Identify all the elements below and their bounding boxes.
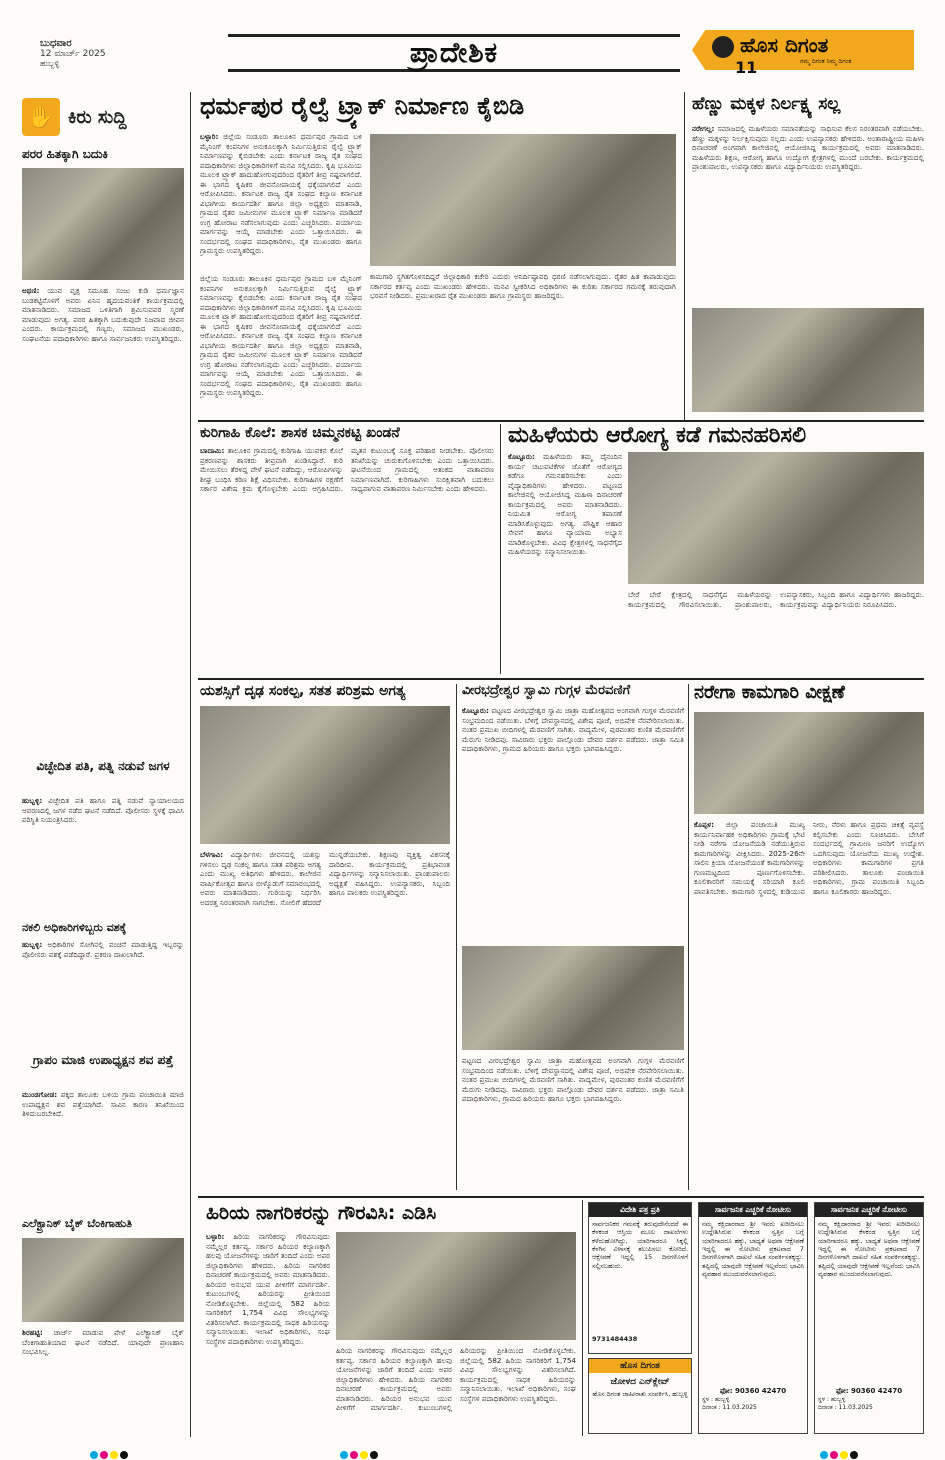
- lead-photo: [370, 134, 676, 266]
- brief5-title: ಎಲೆಕ್ಟ್ರಾನಿಕ್ ಬೈಕ್ ಬೆಂಕಿಗಾಹುತಿ: [22, 1217, 132, 1230]
- success-text: ವಿದ್ಯಾರ್ಥಿಗಳು ಜೀವನದಲ್ಲಿ ಯಶಸ್ಸು ಗಳಿಸಲು ದೃಢ ಸಂಕಲ್ಪ ಹಾಗೂ ಸತತ ಪರಿಶ್ರಮ ಅಗತ್ಯ ಎಂದು ಮುಖ್ಯ ಅತಿಥಿಗಳು ಹೇಳಿದರು. ಕಾಲೇಜಿನ ವಾರ್ಷಿಕೋತ್ಸವ ಹಾಗೂ ಬೀಳ್ಕೊಡುಗೆ ಸಮಾರಂಭದಲ್ಲಿ ಅವರು ಮಾತನಾಡಿದರು. ಗುರಿಯನ್ನು ನಿರ್ಧರಿಸಿ ಅದರತ್ತ ನಿರಂತರವಾಗಿ ಸಾಗಬೇಕು. ಸೋಲಿಗೆ ಹೆದರದೆ ಮುನ್ನಡೆಯಬೇಕು. ಶಿಕ್ಷಣವು ವ್ಯಕ್ತಿತ್ವ ವಿಕಸನಕ್ಕೆ ದಾರಿದೀಪ. ಕಾರ್ಯಕ್ರಮದಲ್ಲಿ ಪ್ರತಿಭಾವಂತ ವಿದ್ಯಾರ್ಥಿಗಳನ್ನು ಸನ್ಮಾನಿಸಲಾಯಿತು. ಪ್ರಾಂಶುಪಾಲರು ಅಧ್ಯಕ್ಷತೆ ವಹಿಸಿದ್ದರು. ಉಪನ್ಯಾಸಕರು, ಸಿಬ್ಬಂದಿ ಹಾಗೂ ಪಾಲಕರು ಉಪಸ್ಥಿತರಿದ್ದರು.: [200, 850, 450, 907]
- kurigahi-divider: [500, 424, 501, 674]
- sidebar: [22, 92, 184, 1437]
- brief1-photo: [22, 168, 184, 280]
- procession-divider: [688, 684, 689, 1190]
- lead-dateline: ಬಳ್ಳಾರಿ:: [200, 132, 219, 141]
- notice1-title: ಸಾರ್ವಜನಿಕ ಎಚ್ಚರಿಕೆ ನೋಟೀಸು: [699, 1203, 807, 1217]
- kurigahi-title: ಕುರಿಗಾಹಿ ಕೊಲೆ: ಶಾಸಕ ಚಿಮ್ಮನಕಟ್ಟಿ ಖಂಡನೆ: [200, 425, 400, 441]
- masthead: [0, 0, 945, 88]
- lead-text: ಜಿಲ್ಲೆಯ ಸಂಡೂರು ತಾಲೂಕಿನ ಧರ್ಮಪುರ ಗ್ರಾಮದ ಬಳಿ ಮೈನಿಂಗ್ ಕಂಪನಿಗಳ ಅನುಕೂಲಕ್ಕಾಗಿ ನಿರ್ಮಿಸುತ್ತಿರುವ ರೈಲ್ವೆ ಟ್ರ್ಯಾಕ್ ನಿರ್ಮಾಣವನ್ನು ಕೈಬಿಡಬೇಕು ಎಂದು ಕರ್ನಾಟಕ ರಾಜ್ಯ ರೈತ ಸಂಘದ ಪದಾಧಿಕಾರಿಗಳು ಜಿಲ್ಲಾಧಿಕಾರಿಗಳಿಗೆ ಮನವಿ ಸಲ್ಲಿಸಿದರು. ಕೃಷಿ ಭೂಮಿಯ ಮೂಲಕ ಟ್ರ್ಯಾಕ್ ಹಾದುಹೋಗುವುದರಿಂದ ರೈತರಿಗೆ ತೀವ್ರ ನಷ್ಟವಾಗಲಿದೆ. ಈ ಭಾಗದ ಕೃಷಿಕರ ಜೀವನೋಪಾಯಕ್ಕೆ ಧಕ್ಕೆಯಾಗಲಿದೆ ಎಂದು ಆರೋಪಿಸಿದರು. ಕರ್ನಾಟಕ ರಾಜ್ಯ ರೈತ ಸಂಘದ ಕಲ್ಯಾಣ ಕರ್ನಾಟಕ ವಿಭಾಗೀಯ ಕಾರ್ಯದರ್ಶಿ ಹಾಗೂ ಜಿಲ್ಲಾ ಅಧ್ಯಕ್ಷರು ಮಾತನಾಡಿ, ಗ್ರಾಮದ ರೈತರ ಜಮೀನುಗಳ ಮೂಲಕ ಟ್ರ್ಯಾಕ್ ನಿರ್ಮಾಣ ಮಾಡಿದರೆ ಉಗ್ರ ಹೋರಾಟ ನಡೆಸಲಾಗುವುದು ಎಂದು ಎಚ್ಚರಿಸಿದರು. ಪರ್ಯಾಯ ಮಾರ್ಗವನ್ನು ಆಯ್ಕೆ ಮಾಡಬೇಕು ಎಂದು ಒತ್ತಾಯಿಸಿದರು. ಈ ಸಂದರ್ಭದಲ್ಲಿ ಸಂಘದ ಪದಾಧಿಕಾರಿಗಳು, ರೈತ ಮುಖಂಡರು ಹಾಗೂ ಗ್ರಾಮಸ್ಥರು ಉಪಸ್ಥಿತರಿದ್ದರು.: [200, 132, 362, 255]
- notice2-phone: ಫೋ: 90360 42470: [835, 1387, 903, 1395]
- procession-photo: [462, 946, 684, 1050]
- ad-lost-document: [588, 1202, 692, 1354]
- kiru-suddi-header: [22, 92, 184, 142]
- brief5-dateline: ಶಿರಹಟ್ಟಿ:: [22, 1328, 43, 1337]
- ad1-title: ವಿದೇಶಿ ಪತ್ರ ಪ್ರತಿ: [589, 1203, 691, 1217]
- page-number: 11: [735, 58, 758, 77]
- brief3-text: ಅಧಿಕಾರಿಗಳ ಸೋಗಿನಲ್ಲಿ ವಂಚನೆ ಮಾಡುತ್ತಿದ್ದ ಇಬ್ಬರನ್ನು ಪೊಲೀಸರು ವಶಕ್ಕೆ ಪಡೆದಿದ್ದಾರೆ. ಪ್ರಕರಣ ದಾಖಲಾಗಿದೆ.: [22, 940, 184, 959]
- women-neglect-photo: [692, 308, 924, 412]
- lead-text2: ಕಾಮಗಾರಿ ಸ್ಥಗಿತಗೊಳಿಸದಿದ್ದರೆ ಜಿಲ್ಲಾಧಿಕಾರಿ ಕಚೇರಿ ಎದುರು ಅನಿರ್ದಿಷ್ಟಾವಧಿ ಧರಣಿ ನಡೆಸಲಾಗುವುದು. ರೈತರ ಹಿತ ಕಾಪಾಡುವುದು ಸರ್ಕಾರದ ಕರ್ತವ್ಯ ಎಂದು ಮುಖಂಡರು ಹೇಳಿದರು. ಮನವಿ ಸ್ವೀಕರಿಸಿದ ಅಧಿಕಾರಿಗಳು ಈ ಕುರಿತು ಸರ್ಕಾರದ ಗಮನಕ್ಕೆ ತರುವುದಾಗಿ ಭರವಸೆ ನೀಡಿದರು. ಪ್ರಮುಖರಾದ ರೈತ ಮುಖಂಡರು ಹಾಗೂ ಗ್ರಾಮಸ್ಥರು ಹಾಜರಿದ್ದರು.: [370, 272, 676, 300]
- procession-body2: [462, 1056, 684, 1190]
- brief1-body: [22, 286, 184, 756]
- elders-text: ಹಿರಿಯ ನಾಗರಿಕರನ್ನು ಗೌರವಿಸುವುದು ನಮ್ಮೆಲ್ಲರ ಕರ್ತವ್ಯ. ಸರ್ಕಾರ ಹಿರಿಯರ ಕಲ್ಯಾಣಕ್ಕಾಗಿ ಹಲವು ಯೋಜನೆಗಳನ್ನು ಜಾರಿಗೆ ತಂದಿದೆ ಎಂದು ಅಪರ ಜಿಲ್ಲಾಧಿಕಾರಿಗಳು ಹೇಳಿದರು. ಹಿರಿಯ ನಾಗರಿಕರ ದಿನಾಚರಣೆ ಕಾರ್ಯಕ್ರಮದಲ್ಲಿ ಅವರು ಮಾತನಾಡಿದರು. ಹಿರಿಯರ ಅನುಭವ ಯುವ ಪೀಳಿಗೆಗೆ ಮಾರ್ಗದರ್ಶಿ. ಕುಟುಂಬಗಳಲ್ಲಿ ಹಿರಿಯರನ್ನು ಪ್ರೀತಿಯಿಂದ ನೋಡಿಕೊಳ್ಳಬೇಕು. ಜಿಲ್ಲೆಯಲ್ಲಿ 582 ಹಿರಿಯ ನಾಗರಿಕರಿಗೆ 1,754 ವಿವಿಧ ಸೌಲಭ್ಯಗಳನ್ನು ವಿತರಿಸಲಾಗಿದೆ. ಕಾರ್ಯಕ್ರಮದಲ್ಲಿ ಸಾಧಕ ಹಿರಿಯರನ್ನು ಸನ್ಮಾನಿಸಲಾಯಿತು. ಇಲಾಖೆ ಅಧಿಕಾರಿಗಳು, ಸಂಘ ಸಂಸ್ಥೆಗಳ ಪದಾಧಿಕಾರಿಗಳು ಉಪಸ್ಥಿತರಿದ್ದರು.: [206, 1232, 330, 1346]
- elders-dateline: ಬಳ್ಳಾರಿ:: [206, 1232, 225, 1241]
- women-neglect-body: [692, 124, 924, 304]
- ad1-body: ಸಾರ್ವಜನಿಕರ ಗಮನಕ್ಕೆ ತರುವುದೇನೆಂದರೆ ಈ ಕೆಳಕಂಡ ಆಸ್ತಿಯ ಮೂಲ ದಾಖಲೆಗಳು ಕಳೆದುಹೋಗಿದ್ದು, ಯಾರಿಗಾದರೂ ಸಿಕ್ಕಲ್ಲಿ ಕೆಳಗಿನ ವಿಳಾಸಕ್ಕೆ ತಲುಪಿಸಲು ಕೋರಿದೆ. ಆಕ್ಷೇಪಣೆ ಇದ್ದಲ್ಲಿ 15 ದಿನಗಳೊಳಗೆ ಸಲ್ಲಿಸಬಹುದು.: [592, 1220, 688, 1270]
- elders-title: ಹಿರಿಯ ನಾಗರಿಕರನ್ನು ಗೌರವಿಸಿ: ಎಡಿಸಿ: [206, 1202, 437, 1224]
- notice-1: [698, 1202, 808, 1434]
- notice1-date: ದಿನಾಂಕ : 11.03.2025: [702, 1404, 757, 1411]
- brand-logo-icon: [712, 36, 734, 58]
- health-body: [508, 452, 622, 672]
- women-neglect-title: ಹೆಣ್ಣು ಮಕ್ಕಳ ನಿರ್ಲಕ್ಷ್ಯ ಸಲ್ಲ: [692, 94, 841, 114]
- health-body2: [628, 590, 924, 672]
- nrega-body: [694, 820, 924, 1190]
- elders-text-cont: ಹಿರಿಯ ನಾಗರಿಕರನ್ನು ಗೌರವಿಸುವುದು ನಮ್ಮೆಲ್ಲರ ಕರ್ತವ್ಯ. ಸರ್ಕಾರ ಹಿರಿಯರ ಕಲ್ಯಾಣಕ್ಕಾಗಿ ಹಲವು ಯೋಜನೆಗಳನ್ನು ಜಾರಿಗೆ ತಂದಿದೆ ಎಂದು ಅಪರ ಜಿಲ್ಲಾಧಿಕಾರಿಗಳು ಹೇಳಿದರು. ಹಿರಿಯ ನಾಗರಿಕರ ದಿನಾಚರಣೆ ಕಾರ್ಯಕ್ರಮದಲ್ಲಿ ಅವರು ಮಾತನಾಡಿದರು. ಹಿರಿಯರ ಅನುಭವ ಯುವ ಪೀಳಿಗೆಗೆ ಮಾರ್ಗದರ್ಶಿ. ಕುಟುಂಬಗಳಲ್ಲಿ ಹಿರಿಯರನ್ನು ಪ್ರೀತಿಯಿಂದ ನೋಡಿಕೊಳ್ಳಬೇಕು. ಜಿಲ್ಲೆಯಲ್ಲಿ 582 ಹಿರಿಯ ನಾಗರಿಕರಿಗೆ 1,754 ವಿವಿಧ ಸೌಲಭ್ಯಗಳನ್ನು ವಿತರಿಸಲಾಗಿದೆ. ಕಾರ್ಯಕ್ರಮದಲ್ಲಿ ಸಾಧಕ ಹಿರಿಯರನ್ನು ಸನ್ಮಾನಿಸಲಾಯಿತು. ಇಲಾಖೆ ಅಧಿಕಾರಿಗಳು, ಸಂಘ ಸಂಸ್ಥೆಗಳ ಪದಾಧಿಕಾರಿಗಳು ಉಪಸ್ಥಿತರಿದ್ದರು.: [336, 1346, 576, 1412]
- lead-title: ಧರ್ಮಪುರ ರೈಲ್ವೆ ಟ್ರ್ಯಾಕ್ ನಿರ್ಮಾಣ ಕೈಬಿಡಿ: [200, 92, 525, 120]
- ad2-body: ಹೊಸ ದಿಗಂತ ಜಾಹೀರಾತು ಸಂಪರ್ಕಿಸಿ, ಹುಬ್ಬಳ್ಳಿ: [592, 1390, 688, 1398]
- notice2-place: ಸ್ಥಳ : ಹುಬ್ಬಳ್ಳಿ: [818, 1396, 846, 1403]
- lead-body-col2: [200, 274, 362, 410]
- brief4-body: [22, 1090, 184, 1214]
- ad1-phone: 9731484438: [592, 1335, 638, 1343]
- notice1-place: ಸ್ಥಳ : ಹುಬ್ಬಳ್ಳಿ: [702, 1396, 730, 1403]
- brief3-title: ನಕಲಿ ಅಧಿಕಾರಿಗಳಿಬ್ಬರು ವಶಕ್ಕೆ: [22, 921, 127, 934]
- registration-dots-left: [90, 1444, 130, 1460]
- notice1-phone: ಫೋ: 90360 42470: [719, 1387, 787, 1395]
- lead-right-divider: [684, 92, 685, 420]
- notice2-date: ದಿನಾಂಕ : 11.03.2025: [818, 1404, 873, 1411]
- procession-title: ವೀರಭದ್ರೇಶ್ವರ ಸ್ವಾಮಿ ಗುಗ್ಗಳ ಮೆರವಣಿಗೆ: [462, 683, 631, 698]
- success-body: [200, 850, 450, 1190]
- ad-enclave: [588, 1358, 692, 1434]
- issue-day: ಬುಧವಾರ: [40, 38, 72, 49]
- brief4-dateline: ಮುಂಡಗೋಡ:: [22, 1090, 58, 1099]
- procession-text2: ಪಟ್ಟಣದ ವೀರಭದ್ರೇಶ್ವರ ಸ್ವಾಮಿ ಜಾತ್ರಾ ಮಹೋತ್ಸವದ ಅಂಗವಾಗಿ ಗುಗ್ಗಳ ಮೆರವಣಿಗೆ ಸಂಭ್ರಮದಿಂದ ನಡೆಯಿತು. ಬೆಳಿಗ್ಗೆ ದೇವಸ್ಥಾನದಲ್ಲಿ ವಿಶೇಷ ಪೂಜೆ, ಅಭಿಷೇಕ ನೆರವೇರಿಸಲಾಯಿತು. ನಂತರ ಪ್ರಮುಖ ಬೀದಿಗಳಲ್ಲಿ ಮೆರವಣಿಗೆ ಸಾಗಿತು. ವಾದ್ಯಮೇಳ, ಪುರವಂತರ ಕುಣಿತ ಮೆರವಣಿಗೆಗೆ ಮೆರುಗು ನೀಡಿದವು. ಸಾವಿರಾರು ಭಕ್ತರು ಪಾಲ್ಗೊಂಡು ದೇವರ ದರ್ಶನ ಪಡೆದರು. ಜಾತ್ರಾ ಸಮಿತಿ ಪದಾಧಿಕಾರಿಗಳು, ಗ್ರಾಮದ ಹಿರಿಯರು ಹಾಗೂ ಭಕ್ತರು ಭಾಗವಹಿಸಿದ್ದರು.: [462, 1056, 684, 1103]
- procession-dateline: ಕೊಟ್ಟೂರು:: [462, 706, 489, 715]
- hand-icon: ✋: [22, 98, 60, 136]
- row2-divider: [198, 678, 924, 680]
- procession-body: [462, 706, 684, 942]
- issue-city: ಹುಬ್ಬಳ್ಳಿ: [40, 59, 60, 68]
- success-divider: [456, 684, 457, 1190]
- health-dateline: ಕೊಟ್ಟೂರು:: [508, 452, 535, 461]
- brief2-body: [22, 796, 184, 916]
- brand-name: ಹೊಸ ದಿಗಂತ: [740, 33, 829, 57]
- kiru-suddi-brand: ಕಿರು ಸುದ್ದಿ: [68, 106, 127, 128]
- ad2-title: ಜೋಳದ ಎನ್‌ಕ್ಲೇವ್: [610, 1377, 670, 1387]
- health-text2: ಬೇರೆ ಬೇರೆ ಕ್ಷೇತ್ರದಲ್ಲಿ ಸಾಧನೆಗೈದ ಮಹಿಳೆಯರನ್ನು ಕಾರ್ಯಕ್ರಮದಲ್ಲಿ ಗೌರವಿಸಲಾಯಿತು. ಪ್ರಾಂಶುಪಾಲರು, ಉಪನ್ಯಾಸಕರು, ಸಿಬ್ಬಂದಿ ಹಾಗೂ ವಿದ್ಯಾರ್ಥಿಗಳು ಹಾಜರಿದ್ದರು. ಕಾರ್ಯಕ್ರಮವನ್ನು ವಿದ್ಯಾರ್ಥಿನಿಯರು ನಿರೂಪಿಸಿದರು.: [628, 590, 924, 609]
- row1-divider: [198, 420, 924, 422]
- elders-photo: [336, 1232, 576, 1340]
- kurigahi-dateline: ಬಾದಾಮಿ:: [200, 446, 225, 455]
- brief1-dateline: ಅಥಣಿ:: [22, 286, 40, 295]
- registration-dots-center: [340, 1444, 380, 1460]
- brief5-body: [22, 1328, 184, 1433]
- notice2-body: ನಮ್ಮ ಕಕ್ಷಿದಾರರಾದ ಶ್ರೀ ಇವರು ಖರೀದಿಸಲು ಉದ್ದೇಶಿಸಿರುವ ಕೆಳಕಂಡ ಸ್ವತ್ತಿನ ಬಗ್ಗೆ ಯಾರಿಗಾದರೂ ಹಕ್ಕು, ಬಾಧ್ಯತೆ ಅಥವಾ ಆಕ್ಷೇಪಣೆ ಇದ್ದಲ್ಲಿ ಈ ನೋಟೀಸು ಪ್ರಕಟವಾದ 7 ದಿನಗಳೊಳಗಾಗಿ ದಾಖಲೆ ಸಹಿತ ಸಂಪರ್ಕಿಸತಕ್ಕದ್ದು. ತಪ್ಪಿದಲ್ಲಿ ಯಾವುದೇ ಆಕ್ಷೇಪಣೆ ಇಲ್ಲವೆಂದು ಭಾವಿಸಿ ವ್ಯವಹಾರ ಮುಂದುವರೆಸಲಾಗುವುದು.: [818, 1220, 920, 1278]
- brief4-title: ಗ್ರಾಪಂ ಮಾಜಿ ಉಪಾಧ್ಯಕ್ಷನ ಶವ ಪತ್ತೆ: [32, 1053, 174, 1067]
- sidebar-divider: [190, 92, 191, 1437]
- success-photo: [200, 706, 450, 844]
- health-photo: [628, 452, 924, 584]
- women-neglect-dateline: ನರೇಗಲ್ಲ:: [692, 124, 715, 133]
- health-title: ಮಹಿಳೆಯರು ಆರೋಗ್ಯ ಕಡೆ ಗಮನಹರಿಸಲಿ: [508, 423, 807, 448]
- kurigahi-text: ತಾಲೂಕಿನ ಗ್ರಾಮದಲ್ಲಿ ಕುರಿಗಾಹಿ ಯುವಕನ ಕೊಲೆ ಪ್ರಕರಣವನ್ನು ಶಾಸಕರು ತೀವ್ರವಾಗಿ ಖಂಡಿಸಿದ್ದಾರೆ. ಕುರಿ ಮೇಯಿಸಲು ತೆರಳಿದ್ದ ವೇಳೆ ಘಟನೆ ನಡೆದಿದ್ದು, ಆರೋಪಿಗಳನ್ನು ಶೀಘ್ರ ಬಂಧಿಸಿ ಕಠಿಣ ಶಿಕ್ಷೆ ವಿಧಿಸಬೇಕು. ಕುರಿಗಾಹಿಗಳ ರಕ್ಷಣೆಗೆ ಸರ್ಕಾರ ವಿಶೇಷ ಕ್ರಮ ಕೈಗೊಳ್ಳಬೇಕು ಎಂದು ಆಗ್ರಹಿಸಿದರು. ಮೃತನ ಕುಟುಂಬಕ್ಕೆ ಸೂಕ್ತ ಪರಿಹಾರ ನೀಡಬೇಕು. ಪೊಲೀಸರು ತನಿಖೆಯನ್ನು ಚುರುಕುಗೊಳಿಸಬೇಕು ಎಂದು ಒತ್ತಾಯಿಸಿದರು. ಘಟನೆಯಿಂದ ಗ್ರಾಮದಲ್ಲಿ ಆತಂಕದ ವಾತಾವರಣ ನಿರ್ಮಾಣವಾಗಿದೆ. ಕುರಿಗಾಹಿಗಳು ಸುರಕ್ಷಿತವಾಗಿ ಬದುಕಲು ಸಾಧ್ಯವಾಗುವ ವಾತಾವರಣ ನಿರ್ಮಿಸಬೇಕು ಎಂದು ಹೇಳಿದರು.: [200, 446, 494, 493]
- elders-body-right: [336, 1346, 576, 1432]
- brief1-title: ಪರರ ಹಿತಕ್ಕಾಗಿ ಬದುಕಿ: [22, 147, 108, 161]
- brief2-text: ವಿಚ್ಛೇದಿತ ಪತಿ ಹಾಗೂ ಪತ್ನಿ ನಡುವೆ ನ್ಯಾಯಾಲಯದ ಆವರಣದಲ್ಲಿ ಜಗಳ ನಡೆದ ಘಟನೆ ನಡೆದಿದೆ. ಪೊಲೀಸರು ಸ್ಥಳಕ್ಕೆ ಧಾವಿಸಿ ಪರಿಸ್ಥಿತಿ ನಿಯಂತ್ರಿಸಿದರು.: [22, 796, 184, 824]
- brief3-body: [22, 940, 184, 1050]
- lead-body-col1: [200, 132, 362, 272]
- nrega-photo: [694, 712, 924, 814]
- issue-date: 12 ಮಾರ್ಚ್ 2025: [40, 49, 106, 59]
- procession-text: ಪಟ್ಟಣದ ವೀರಭದ್ರೇಶ್ವರ ಸ್ವಾಮಿ ಜಾತ್ರಾ ಮಹೋತ್ಸವದ ಅಂಗವಾಗಿ ಗುಗ್ಗಳ ಮೆರವಣಿಗೆ ಸಂಭ್ರಮದಿಂದ ನಡೆಯಿತು. ಬೆಳಿಗ್ಗೆ ದೇವಸ್ಥಾನದಲ್ಲಿ ವಿಶೇಷ ಪೂಜೆ, ಅಭಿಷೇಕ ನೆರವೇರಿಸಲಾಯಿತು. ನಂತರ ಪ್ರಮುಖ ಬೀದಿಗಳಲ್ಲಿ ಮೆರವಣಿಗೆ ಸಾಗಿತು. ವಾದ್ಯಮೇಳ, ಪುರವಂತರ ಕುಣಿತ ಮೆರವಣಿಗೆಗೆ ಮೆರುಗು ನೀಡಿದವು. ಸಾವಿರಾರು ಭಕ್ತರು ಪಾಲ್ಗೊಂಡು ದೇವರ ದರ್ಶನ ಪಡೆದರು. ಜಾತ್ರಾ ಸಮಿತಿ ಪದಾಧಿಕಾರಿಗಳು, ಗ್ರಾಮದ ಹಿರಿಯರು ಹಾಗೂ ಭಕ್ತರು ಭಾಗವಹಿಸಿದ್ದರು.: [462, 706, 684, 753]
- nrega-dateline: ಕೊಪ್ಪಳ:: [694, 820, 715, 829]
- brief5-text: ಚಾರ್ಜ್ ಮಾಡುವ ವೇಳೆ ಎಲೆಕ್ಟ್ರಾನಿಕ್ ಬೈಕ್ ಬೆಂಕಿಗಾಹುತಿಯಾದ ಘಟನೆ ನಡೆದಿದೆ. ಯಾವುದೇ ಪ್ರಾಣಹಾನಿ ಸಂಭವಿಸಿಲ್ಲ.: [22, 1328, 184, 1356]
- brief5-photo: [22, 1238, 184, 1322]
- elders-body-left: [206, 1232, 330, 1432]
- date-block: [40, 38, 190, 69]
- success-dateline: ಬೆಳಗಾವಿ:: [200, 850, 224, 859]
- brief1-text: ಯುವ ವೃಕ್ಷ ಸಮೂಹ ಸಂಜು ಕುಡಿ ಧರ್ಮಜ್ಞಾನ ಬುಡಕಟ್ಟಿನೊಳಗೆ ಅವರು ಏನಿನ ಹೃದಯವಂತಿಕೆ ಕಾರ್ಯಕ್ರಮದಲ್ಲಿ ಮಾತನಾಡಿದರು. ಸಮಾಜದ ಒಳಿತಿಗಾಗಿ ಶ್ರಮಿಸುವವರ ಸ್ಮರಣೆ ಮಾಡುವುದು ಅಗತ್ಯ. ಪರರ ಹಿತಕ್ಕಾಗಿ ಬದುಕುವುದೇ ನಿಜವಾದ ಜೀವನ ಎಂದರು. ಕಾರ್ಯಕ್ರಮದಲ್ಲಿ ಗಣ್ಯರು, ಸಮಾಜದ ಮುಖಂಡರು, ಸಂಘಟನೆಯ ಪದಾಧಿಕಾರಿಗಳು ಹಾಗೂ ಸಾರ್ವಜನಿಕರು ಉಪಸ್ಥಿತರಿದ್ದರು.: [22, 286, 184, 343]
- lead-text-cont: ಜಿಲ್ಲೆಯ ಸಂಡೂರು ತಾಲೂಕಿನ ಧರ್ಮಪುರ ಗ್ರಾಮದ ಬಳಿ ಮೈನಿಂಗ್ ಕಂಪನಿಗಳ ಅನುಕೂಲಕ್ಕಾಗಿ ನಿರ್ಮಿಸುತ್ತಿರುವ ರೈಲ್ವೆ ಟ್ರ್ಯಾಕ್ ನಿರ್ಮಾಣವನ್ನು ಕೈಬಿಡಬೇಕು ಎಂದು ಕರ್ನಾಟಕ ರಾಜ್ಯ ರೈತ ಸಂಘದ ಪದಾಧಿಕಾರಿಗಳು ಜಿಲ್ಲಾಧಿಕಾರಿಗಳಿಗೆ ಮನವಿ ಸಲ್ಲಿಸಿದರು. ಕೃಷಿ ಭೂಮಿಯ ಮೂಲಕ ಟ್ರ್ಯಾಕ್ ಹಾದುಹೋಗುವುದರಿಂದ ರೈತರಿಗೆ ತೀವ್ರ ನಷ್ಟವಾಗಲಿದೆ. ಈ ಭಾಗದ ಕೃಷಿಕರ ಜೀವನೋಪಾಯಕ್ಕೆ ಧಕ್ಕೆಯಾಗಲಿದೆ ಎಂದು ಆರೋಪಿಸಿದರು. ಕರ್ನಾಟಕ ರಾಜ್ಯ ರೈತ ಸಂಘದ ಕಲ್ಯಾಣ ಕರ್ನಾಟಕ ವಿಭಾಗೀಯ ಕಾರ್ಯದರ್ಶಿ ಹಾಗೂ ಜಿಲ್ಲಾ ಅಧ್ಯಕ್ಷರು ಮಾತನಾಡಿ, ಗ್ರಾಮದ ರೈತರ ಜಮೀನುಗಳ ಮೂಲಕ ಟ್ರ್ಯಾಕ್ ನಿರ್ಮಾಣ ಮಾಡಿದರೆ ಉಗ್ರ ಹೋರಾಟ ನಡೆಸಲಾಗುವುದು ಎಂದು ಎಚ್ಚರಿಸಿದರು. ಪರ್ಯಾಯ ಮಾರ್ಗವನ್ನು ಆಯ್ಕೆ ಮಾಡಬೇಕು ಎಂದು ಒತ್ತಾಯಿಸಿದರು. ಈ ಸಂದರ್ಭದಲ್ಲಿ ಸಂಘದ ಪದಾಧಿಕಾರಿಗಳು, ರೈತ ಮುಖಂಡರು ಹಾಗೂ ಗ್ರಾಮಸ್ಥರು ಉಪಸ್ಥಿತರಿದ್ದರು.: [200, 274, 362, 397]
- brief2-title: ವಿಚ್ಛೇದಿತ ಪತಿ, ಪತ್ನಿ ನಡುವೆ ಜಗಳ: [36, 759, 170, 773]
- lead-body-col3: [370, 272, 676, 410]
- row3-divider: [198, 1196, 924, 1198]
- brief3-dateline: ಹುಬ್ಬಳ್ಳಿ:: [22, 940, 43, 949]
- section-title-box: [228, 34, 680, 72]
- success-title: ಯಶಸ್ಸಿಗೆ ದೃಢ ಸಂಕಲ್ಪ, ಸತತ ಪರಿಶ್ರಮ ಅಗತ್ಯ: [200, 683, 406, 699]
- notice1-body: ನಮ್ಮ ಕಕ್ಷಿದಾರರಾದ ಶ್ರೀ ಇವರು ಖರೀದಿಸಲು ಉದ್ದೇಶಿಸಿರುವ ಕೆಳಕಂಡ ಸ್ವತ್ತಿನ ಬಗ್ಗೆ ಯಾರಿಗಾದರೂ ಹಕ್ಕು, ಬಾಧ್ಯತೆ ಅಥವಾ ಆಕ್ಷೇಪಣೆ ಇದ್ದಲ್ಲಿ ಈ ನೋಟೀಸು ಪ್ರಕಟವಾದ 7 ದಿನಗಳೊಳಗಾಗಿ ದಾಖಲೆ ಸಹಿತ ಸಂಪರ್ಕಿಸತಕ್ಕದ್ದು. ತಪ್ಪಿದಲ್ಲಿ ಯಾವುದೇ ಆಕ್ಷೇಪಣೆ ಇಲ್ಲವೆಂದು ಭಾವಿಸಿ ವ್ಯವಹಾರ ಮುಂದುವರೆಸಲಾಗುವುದು.: [702, 1220, 804, 1278]
- ad2-brand: ಹೊಸ ದಿಗಂತ: [589, 1359, 691, 1373]
- notice-2: [814, 1202, 924, 1434]
- section-title: ಪ್ರಾದೇಶಿಕ: [409, 36, 499, 69]
- brand-tagline: ನಮ್ಮ ದಿಗಂತ ನಿಮ್ಮ ದಿಗಂತ: [800, 58, 852, 65]
- brief4-text: ಪಕ್ಕದ ತಾಲೂಕು ಬಳಿಯ ಗ್ರಾಮ ಪಂಚಾಯಿತಿ ಮಾಜಿ ಉಪಾಧ್ಯಕ್ಷನ ಶವ ಪತ್ತೆಯಾಗಿದೆ. ಸಾವಿನ ಕಾರಣ ತನಿಖೆಯಿಂದ ತಿಳಿದುಬರಬೇಕಿದೆ.: [22, 1090, 184, 1118]
- kurigahi-body: [200, 446, 494, 668]
- brief2-dateline: ಹುಬ್ಬಳ್ಳಿ:: [22, 796, 43, 805]
- elders-divider: [582, 1200, 583, 1436]
- notice2-title: ಸಾರ್ವಜನಿಕ ಎಚ್ಚರಿಕೆ ನೋಟೀಸು: [815, 1203, 923, 1217]
- women-neglect-text: ಸಮಾಜದಲ್ಲಿ ಮಹಿಳೆಯರು ಸಮಾನತೆಯನ್ನು ಸಾಧಿಸುವ ಕೆಲಸ ನಿರಂತರವಾಗಿ ನಡೆಯಬೇಕು. ಹೆಣ್ಣು ಮಕ್ಕಳನ್ನು ನಿರ್ಲಕ್ಷಿಸುವುದು ಸಲ್ಲದು ಎಂದು ಉಪನ್ಯಾಸಕರು ಹೇಳಿದರು. ಅಂತಾರಾಷ್ಟ್ರೀಯ ಮಹಿಳಾ ದಿನಾಚರಣೆ ಅಂಗವಾಗಿ ಕಾಲೇಜಿನಲ್ಲಿ ಆಯೋಜಿಸಿದ್ದ ಕಾರ್ಯಕ್ರಮದಲ್ಲಿ ಅವರು ಮಾತನಾಡಿದರು. ಮಹಿಳೆಯರು ಶಿಕ್ಷಣ, ಆರೋಗ್ಯ ಹಾಗೂ ಉದ್ಯೋಗ ಕ್ಷೇತ್ರಗಳಲ್ಲಿ ಮುಂದೆ ಬರಬೇಕು. ಕಾರ್ಯಕ್ರಮದಲ್ಲಿ ಪ್ರಾಂಶುಪಾಲರು, ಉಪನ್ಯಾಸಕರು ಹಾಗೂ ವಿದ್ಯಾರ್ಥಿನಿಯರು ಉಪಸ್ಥಿತರಿದ್ದರು.: [692, 124, 924, 171]
- nrega-text: ಜಿಲ್ಲಾ ಪಂಚಾಯಿತಿ ಮುಖ್ಯ ಕಾರ್ಯನಿರ್ವಾಹಕ ಅಧಿಕಾರಿಗಳು ಗ್ರಾಮಕ್ಕೆ ಭೇಟಿ ನೀಡಿ ನರೇಗಾ ಯೋಜನೆಯಡಿ ನಡೆಯುತ್ತಿರುವ ಕಾಮಗಾರಿಗಳನ್ನು ವೀಕ್ಷಿಸಿದರು. 2025-26ನೇ ಸಾಲಿನ ಕ್ರಿಯಾ ಯೋಜನೆಯಂತೆ ಕಾಮಗಾರಿಗಳನ್ನು ಗುಣಮಟ್ಟದಿಂದ ಪೂರ್ಣಗೊಳಿಸಬೇಕು. ಕೂಲಿಕಾರರಿಗೆ ಸಮಯಕ್ಕೆ ಸರಿಯಾಗಿ ಕೂಲಿ ಪಾವತಿಸಬೇಕು. ಕಾಮಗಾರಿ ಸ್ಥಳದಲ್ಲಿ ಕುಡಿಯುವ ನೀರು, ನೆರಳು ಹಾಗೂ ಪ್ರಥಮ ಚಿಕಿತ್ಸೆ ವ್ಯವಸ್ಥೆ ಕಲ್ಪಿಸಬೇಕು ಎಂದು ಸೂಚಿಸಿದರು. ಬೇಸಿಗೆ ಸಂದರ್ಭದಲ್ಲಿ ಗ್ರಾಮೀಣ ಜನರಿಗೆ ಉದ್ಯೋಗ ಒದಗಿಸುವುದು ಯೋಜನೆಯ ಮುಖ್ಯ ಉದ್ದೇಶ. ಅಧಿಕಾರಿಗಳು ಕಾಮಗಾರಿಗಳ ಪ್ರಗತಿ ಪರಿಶೀಲಿಸಿದರು. ತಾಲೂಕು ಪಂಚಾಯಿತಿ ಅಧಿಕಾರಿಗಳು, ಗ್ರಾಮ ಪಂಚಾಯಿತಿ ಸಿಬ್ಬಂದಿ ಹಾಗೂ ಕೂಲಿಕಾರರು ಹಾಜರಿದ್ದರು.: [694, 820, 924, 896]
- registration-dots-right: [820, 1444, 860, 1460]
- health-text: ಮಹಿಳೆಯರು ತಮ್ಮ ದೈನಂದಿನ ಕಾರ್ಯ ಚಟುವಟಿಕೆಗಳ ಜೊತೆಗೆ ಆರೋಗ್ಯದ ಕಡೆಗೂ ಗಮನಹರಿಸಬೇಕು ಎಂದು ವೈದ್ಯಾಧಿಕಾರಿಗಳು ಹೇಳಿದರು. ಪಟ್ಟಣದ ಕಾಲೇಜಿನಲ್ಲಿ ಆಯೋಜಿಸಿದ್ದ ಮಹಿಳಾ ದಿನಾಚರಣೆ ಕಾರ್ಯಕ್ರಮದಲ್ಲಿ ಅವರು ಮಾತನಾಡಿದರು. ನಿಯಮಿತ ಆರೋಗ್ಯ ತಪಾಸಣೆ ಮಾಡಿಸಿಕೊಳ್ಳುವುದು ಅಗತ್ಯ. ಪೌಷ್ಟಿಕ ಆಹಾರ ಸೇವನೆ ಹಾಗೂ ವ್ಯಾಯಾಮ ಅಭ್ಯಾಸ ಮಾಡಿಕೊಳ್ಳಬೇಕು. ವಿವಿಧ ಕ್ಷೇತ್ರಗಳಲ್ಲಿ ಸಾಧನೆಗೈದ ಮಹಿಳೆಯರನ್ನು ಸನ್ಮಾನಿಸಲಾಯಿತು.: [508, 452, 622, 556]
- nrega-title: ನರೇಗಾ ಕಾಮಗಾರಿ ವೀಕ್ಷಣೆ: [694, 682, 845, 703]
